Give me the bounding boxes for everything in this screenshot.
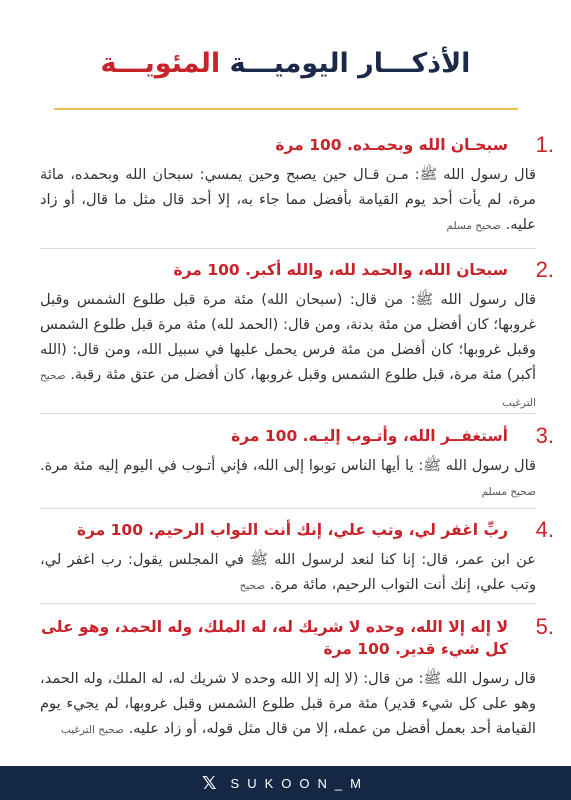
item-text: عن ابن عمر، قال: إنا كنا لنعد لرسول الله ﷺ في المجلس يقول: رب اغفر لي، وتب علي، إنك أنت التواب الرحيم، مائة مرة. (40, 551, 536, 593)
item-source: صحيح (239, 580, 266, 592)
item-heading: سبحان الله، والحمد لله، والله أكبر. 100 مرة (173, 261, 508, 279)
x-icon[interactable]: 𝕏 (202, 772, 217, 794)
section-divider (40, 248, 536, 249)
item-source: صحيح مسلم (446, 220, 501, 232)
dhikr-item-2 (40, 257, 554, 416)
item-heading: لا إله إلا الله، وحده لا شريك له، له الملك، وله الحمد، وهو على كل شيء قدير. 100 مرة (40, 618, 508, 658)
item-heading: أستغفــر الله، وأتـوب إليـه. 100 مرة (231, 427, 508, 445)
item-body (40, 162, 536, 239)
page-title (0, 48, 571, 79)
item-text: قال رسول الله ﷺ: يا أيها الناس توبوا إلى الله، فإني أتـوب في اليوم إليه مئة مرة. (40, 457, 536, 474)
dhikr-item-1 (40, 132, 554, 239)
item-text: قال رسول الله ﷺ: من قال: (لا إله إلا الله وحده لا شريك له، له الملك، وله الحمد، وهو على كل شيء قدير) مئة مرة قبل طلوع الشمس وقبل غروبها، لم يجيء يوم القيامة أحد بعمل أفضل من عمله، إلا من قال مثل قوله، أو زاد عليه. (40, 670, 536, 737)
dhikr-item-3 (40, 423, 554, 505)
title-part-accent: المئويـــة (100, 48, 221, 79)
item-body (40, 453, 536, 505)
section-divider (40, 603, 536, 604)
item-number: 5. (535, 614, 554, 639)
item-text: قال رسول الله ﷺ: مـن قـال حين يصبح وحين يمسي: سبحان الله وبحمده، مائة مرة، لم يأت أحد يوم القيامة بأفضل مما جاء به، إلا أحد قال مثل ما قال، أو زاد عليه. (40, 166, 536, 233)
title-underline (54, 108, 518, 110)
item-body (40, 287, 536, 416)
item-source: صحيح الترغيب (40, 370, 536, 409)
item-source: صحيح مسلم (481, 486, 536, 498)
item-heading: ربِّ اغفر لي، وتب علي، إنك أنت التواب الرحيم. 100 مرة (76, 521, 508, 539)
item-heading: سبحـان الله وبحمـده. 100 مرة (275, 136, 508, 154)
item-number: 2. (535, 257, 554, 282)
item-source: صحيح الترغيب (60, 724, 124, 736)
footer-bar (0, 766, 571, 800)
dhikr-item-4 (40, 517, 554, 599)
title-part-main: الأذكـــار اليوميـــة (229, 48, 471, 79)
item-number: 1. (535, 132, 554, 157)
section-divider (40, 508, 536, 509)
item-text: قال رسول الله ﷺ: من قال: (سبحان الله) مئة مرة قبل طلوع الشمس وقبل غروبها؛ كان أفضل من مئة بدنة، ومن قال: (الحمد لله) مئة مرة قبل طلوع الشمس وقبل غروبها؛ كان أفضل من مئة فرس يحمل عليها في سبيل الله، ومن قال: (الله أكبر) مئة مرة، قبل طلوع الشمس وقبل غروبها، كان أفضل من عتق مئة رقبة. (40, 291, 536, 383)
item-number: 3. (535, 423, 554, 448)
social-handle[interactable]: SUKOON_M (230, 775, 369, 791)
item-body (40, 666, 536, 743)
item-body (40, 547, 536, 599)
dhikr-item-5 (40, 614, 554, 743)
section-divider (40, 413, 536, 414)
item-number: 4. (535, 517, 554, 542)
